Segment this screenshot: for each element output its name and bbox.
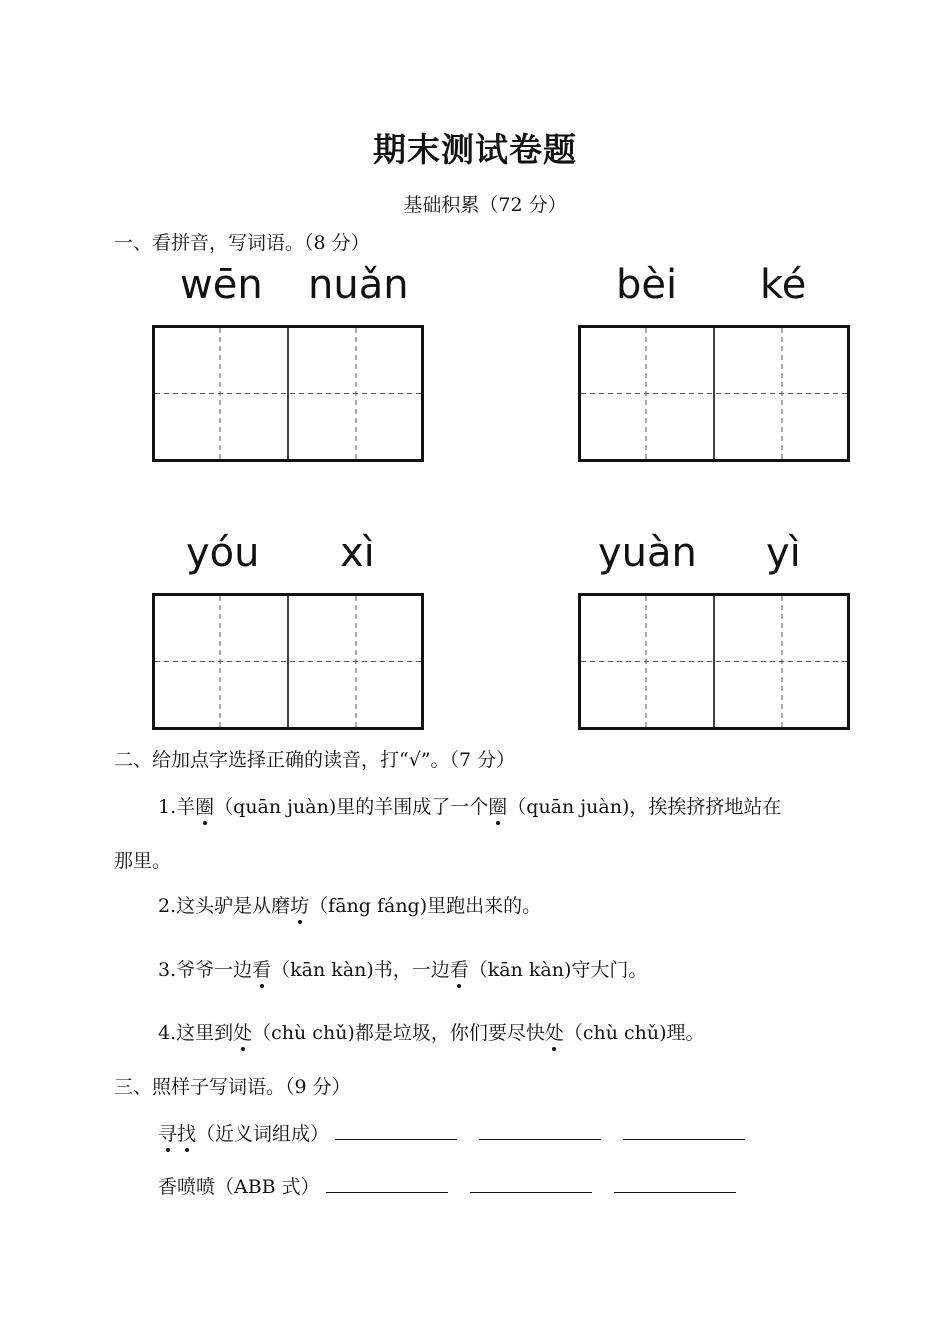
answer-blank[interactable] [335, 1119, 457, 1140]
abb-row: 香喷喷（ABB 式） [158, 1172, 758, 1199]
dotted-char: 圈 [488, 792, 507, 819]
answer-blank[interactable] [479, 1119, 601, 1140]
section1-heading: 一、看拼音，写词语。（8 分） [114, 232, 370, 254]
question-1: 1.羊圈（quān juàn)里的羊围成了一个圈（quān juàn)，挨挨挤挤地站在 [158, 792, 781, 819]
section2-heading: 二、给加点字选择正确的读音，打“√”。（7 分） [114, 749, 516, 771]
pinyin-word1-a: wēn [180, 262, 263, 308]
section3-heading: 三、照样子写词语。（9 分） [114, 1076, 351, 1098]
writing-grid-word1[interactable] [152, 325, 424, 462]
pinyin-word3-b: xì [340, 530, 375, 576]
question-1-continued: 那里。 [114, 850, 172, 872]
writing-grid-word4[interactable] [578, 593, 850, 730]
pinyin-word2-b: ké [760, 262, 807, 308]
question-3: 3.爷爷一边看（kān kàn)书，一边看（kān kàn)守大门。 [158, 955, 647, 982]
pinyin-word4-a: yuàn [598, 530, 697, 576]
dotted-char: 圈 [195, 792, 214, 819]
pinyin-word2-a: bèi [616, 262, 678, 308]
writing-grid-word2[interactable] [578, 325, 850, 462]
dotted-char: 处 [545, 1018, 564, 1045]
pinyin-word1-b: nuǎn [308, 262, 409, 308]
pinyin-word4-b: yì [766, 530, 801, 576]
question-2: 2.这头驴是从磨坊（fāng fáng)里跑出来的。 [158, 891, 541, 918]
page-subtitle: 基础积累（72 分） [403, 194, 567, 216]
dotted-char: 看 [450, 955, 469, 982]
pinyin-word3-a: yóu [186, 530, 260, 576]
dotted-char: 看 [252, 955, 271, 982]
question-4: 4.这里到处（chù chǔ)都是垃圾，你们要尽快处（chù chǔ)理。 [158, 1018, 705, 1045]
dotted-char: 坊 [290, 891, 309, 918]
answer-blank[interactable] [614, 1172, 736, 1193]
synonym-row: 寻找（近义词组成） [158, 1119, 767, 1146]
dotted-char: 找 [177, 1119, 196, 1146]
writing-grid-word3[interactable] [152, 593, 424, 730]
dotted-char: 处 [233, 1018, 252, 1045]
answer-blank[interactable] [326, 1172, 448, 1193]
page-title: 期末测试卷题 [373, 130, 577, 169]
dotted-char: 寻 [158, 1119, 177, 1146]
answer-blank[interactable] [470, 1172, 592, 1193]
answer-blank[interactable] [623, 1119, 745, 1140]
